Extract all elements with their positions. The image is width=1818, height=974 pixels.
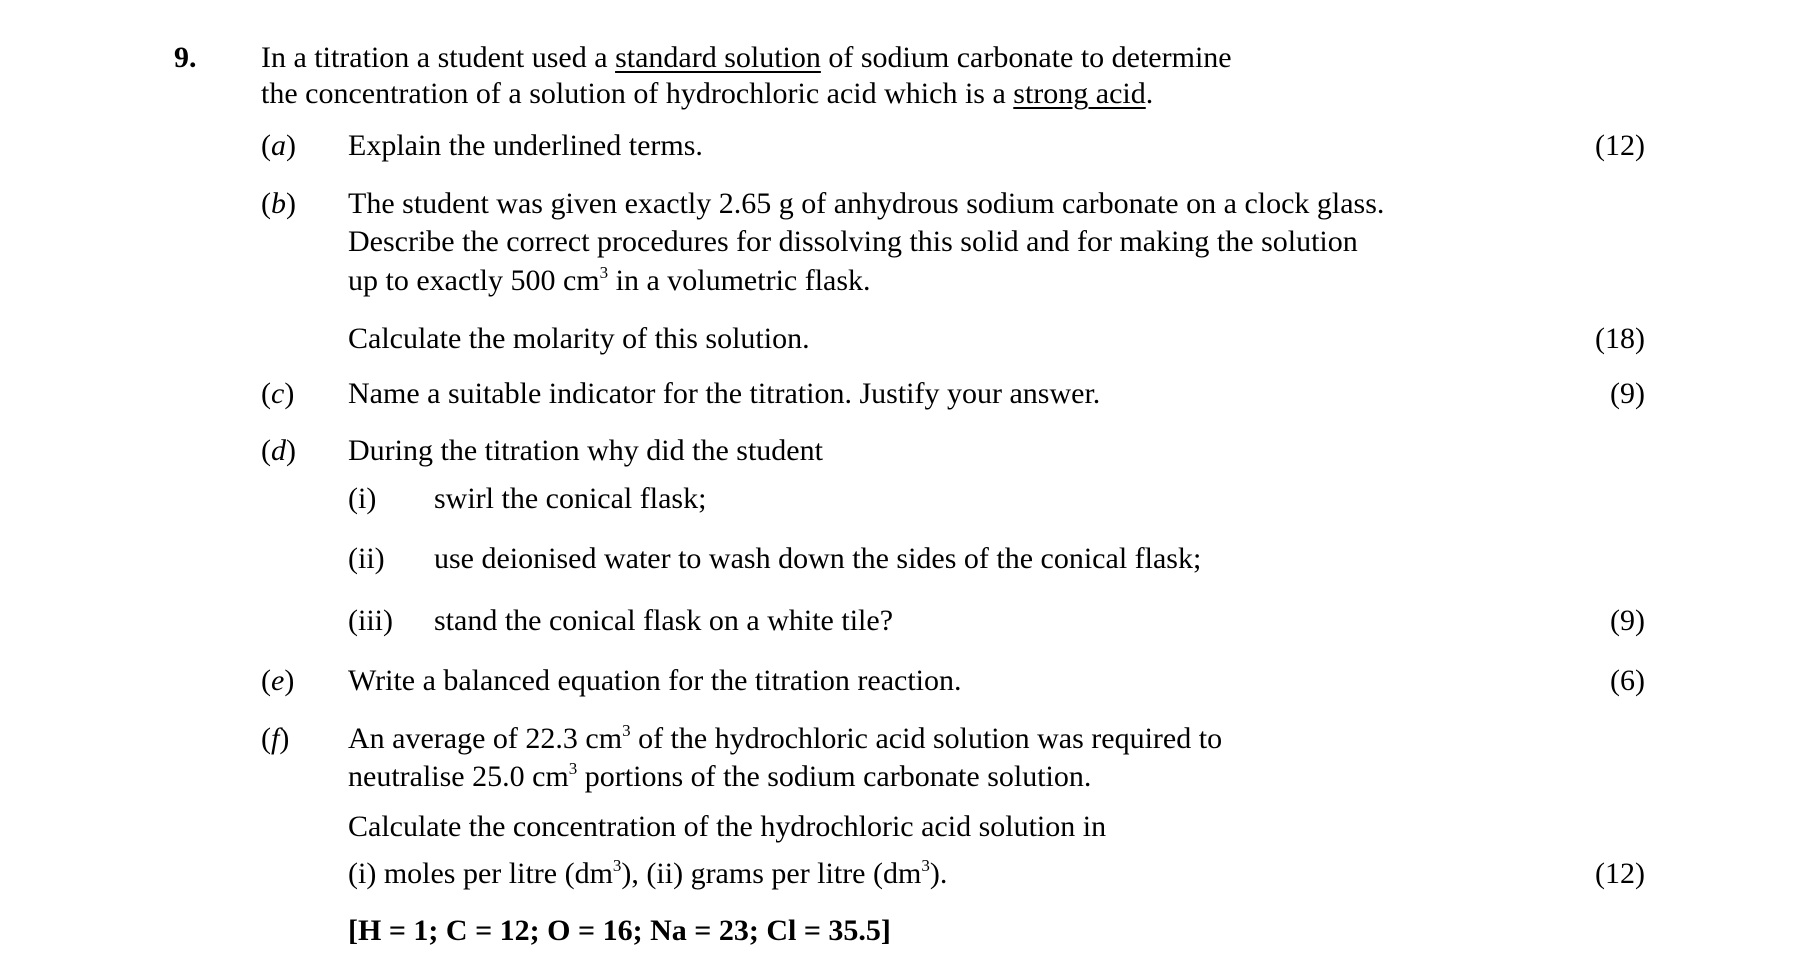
part-d-text: During the titration why did the student	[348, 434, 823, 467]
question-number: 9.	[174, 41, 197, 74]
part-f-line-3: Calculate the concentration of the hydrochloric acid solution in	[348, 810, 1107, 843]
intro-text: .	[1145, 77, 1154, 110]
intro-text: the concentration of a solution of hydrochloric acid which is a	[261, 77, 1014, 110]
superscript: 3	[921, 856, 930, 875]
part-a-marks: (12)	[1595, 129, 1645, 162]
part-a-text: Explain the underlined terms.	[348, 129, 703, 162]
part-b-line-2: Describe the correct procedures for dissolving this solid and for making the solution	[348, 225, 1358, 258]
part-d-subpart-ii-label: (ii)	[348, 542, 385, 575]
superscript: 3	[612, 856, 622, 875]
superscript: 3	[599, 263, 609, 282]
superscript: 3	[568, 759, 578, 778]
part-b-label: (b)	[261, 187, 296, 220]
intro-line-2	[261, 77, 1153, 111]
part-e-text: Write a balanced equation for the titration reaction.	[348, 664, 962, 697]
part-d-subpart-i-text: swirl the conical flask;	[434, 482, 707, 515]
part-a-label: (a)	[261, 129, 296, 162]
part-f-line-4: (i) moles per litre $(dm^3)$, (ii) grams per litre $(dm^3)$.	[348, 856, 948, 890]
part-c-marks: (9)	[1610, 377, 1645, 410]
part-f-label: (f)	[261, 722, 290, 755]
part-b-marks: (18)	[1595, 322, 1645, 355]
part-b-line-3: up to exactly 500 $cm^3$ in a volumetric flask.	[348, 263, 871, 297]
intro-text: of sodium carbonate to determine	[820, 41, 1232, 74]
part-d-marks: (9)	[1610, 604, 1645, 637]
part-d-label: (d)	[261, 434, 296, 467]
part-c-label: (c)	[261, 377, 295, 410]
part-f-line-2: neutralise 25.0 $cm^3$ portions of the sodium carbonate solution.	[348, 759, 1092, 793]
part-f-line-1: An average of 22.3 $cm^3$ of the hydrochloric acid solution was required to	[348, 721, 1223, 755]
part-d-subpart-iii-text: stand the conical flask on a white tile?	[434, 604, 894, 637]
part-e-label: (e)	[261, 664, 295, 697]
underlined-term-standard-solution: standard solution	[615, 41, 821, 74]
part-c-text: Name a suitable indicator for the titration. Justify your answer.	[348, 377, 1101, 410]
part-d-subpart-iii-label: (iii)	[348, 604, 393, 637]
part-b-line-4: Calculate the molarity of this solution.	[348, 322, 810, 355]
atomic-masses: [H = 1; C = 12; O = 16; Na = 23; Cl = 35.5]	[348, 914, 891, 947]
part-e-marks: (6)	[1610, 664, 1645, 697]
underlined-term-strong-acid: strong acid	[1013, 77, 1146, 110]
part-b-line-1: The student was given exactly 2.65 g of anhydrous sodium carbonate on a clock glass.	[348, 187, 1385, 220]
intro-text: In a titration a student used a	[261, 41, 616, 74]
part-d-subpart-ii-text: use deionised water to wash down the sides of the conical flask;	[434, 542, 1202, 575]
superscript: 3	[622, 721, 631, 740]
part-f-marks: (12)	[1595, 857, 1645, 890]
intro-line-1	[261, 41, 1232, 75]
part-d-subpart-i-label: (i)	[348, 482, 377, 515]
